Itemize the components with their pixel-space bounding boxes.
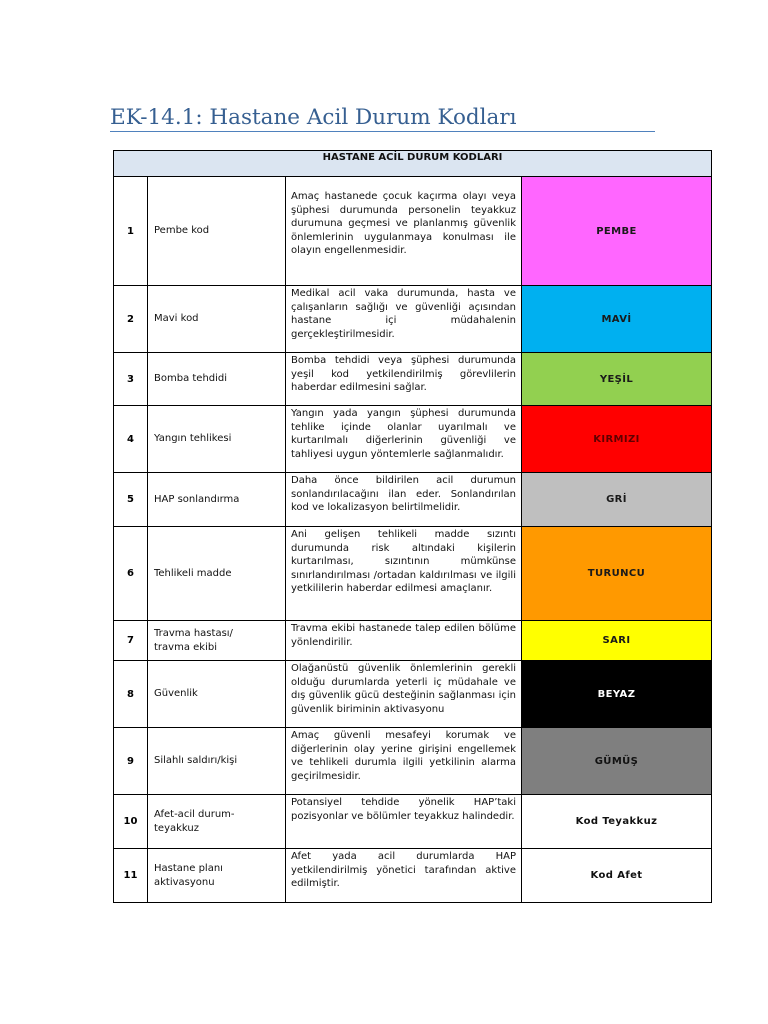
code-number: 10 [114,795,148,849]
code-description: Ani gelişen tehlikeli madde sızıntı durumunda risk altındaki kişilerin kurtarılması, sızıntının mümkünse sınırlandırılması /ortadan kaldırılması ve ilgili yetkililerin haberdar edilmesi amaçlanır. [286,527,522,621]
code-name: Silahlı saldırı/kişi [148,728,286,795]
code-color-swatch [522,286,712,353]
code-number: 4 [114,406,148,473]
page-title: EK-14.1: Hastane Acil Durum Kodları [110,105,517,130]
code-color-swatch [522,177,712,286]
code-description: Amaç hastanede çocuk kaçırma olayı veya şüphesi durumunda personelin teyakkuz durumuna geçmesi ve planlanmış güvenlik önlemlerinin uygulanmaya konulması ile olayın engellenmesidir. [286,177,522,286]
code-description: Bomba tehdidi veya şüphesi durumunda yeşil kod yetkilendirilmiş görevlilerin haberdar edilmesini sağlar. [286,353,522,406]
code-number: 5 [114,473,148,527]
code-color-label: TURUNCU [587,568,646,579]
code-color-label: PEMBE [596,225,637,237]
code-color-swatch [522,661,712,728]
code-description: Amaç güvenli mesafeyi korumak ve diğerlerinin olay yerine girişini engellemek ve tehlikeli durumla ilgili yetkilinin alarma geçirilmesidir. [286,728,522,795]
code-color-swatch [522,353,712,406]
code-number: 6 [114,527,148,621]
code-description: Afet yada acil durumlarda HAP yetkilendirilmiş yönetici tarafından aktive edilmiştir. [286,849,522,903]
code-description: Daha önce bildirilen acil durumun sonlandırılacağını ilan eder. Sonlandırılan kod ve lokalizasyon belirtilmelidir. [286,473,522,527]
table-row [114,353,712,406]
code-description: Yangın yada yangın şüphesi durumunda tehlike içinde olanlar uyarılmalı ve kurtarılmalı diğerlerinin güvenliği ve tahliyesi uygun yöntemlerle sağlanmalıdır. [286,406,522,473]
code-color-swatch [522,849,712,903]
code-color-label: Kod Afet [590,870,643,881]
code-color-label: YEŞİL [599,373,634,385]
code-name: Pembe kod [148,177,286,286]
title-underline [110,131,655,132]
code-description: Olağanüstü güvenlik önlemlerinin gerekli olduğu durumlarda yeterli iç müdahale ve dış güvenlik gücü desteğinin sağlanması için güvenlik biriminin aktivasyonu [286,661,522,728]
code-description: Potansiyel tehdide yönelik HAP’taki pozisyonlar ve bölümler teyakkuz halindedir. [286,795,522,849]
code-color-label: GRİ [606,494,627,505]
code-color-swatch [522,406,712,473]
table-header-row [114,151,712,177]
code-color-label: Kod Teyakkuz [575,816,658,827]
table-row [114,527,712,621]
code-color-swatch [522,621,712,661]
emergency-codes-table [113,150,712,903]
code-name: Hastane planı aktivasyonu [148,849,286,903]
table-row [114,795,712,849]
code-color-swatch [522,728,712,795]
code-number: 7 [114,621,148,661]
code-name: Güvenlik [148,661,286,728]
code-name: Bomba tehdidi [148,353,286,406]
code-color-label: BEYAZ [597,688,636,700]
code-number: 8 [114,661,148,728]
code-number: 2 [114,286,148,353]
code-name: Yangın tehlikesi [148,406,286,473]
table-row [114,661,712,728]
code-name: Afet-acil durum-teyakkuz [148,795,286,849]
code-color-swatch [522,473,712,527]
code-number: 9 [114,728,148,795]
code-name: Travma hastası/ travma ekibi [148,621,286,661]
code-color-label: GÜMÜŞ [594,755,639,767]
code-number: 11 [114,849,148,903]
table-row [114,406,712,473]
code-name: Tehlikeli madde [148,527,286,621]
table-row [114,621,712,661]
code-number: 3 [114,353,148,406]
table-row [114,849,712,903]
code-name: HAP sonlandırma [148,473,286,527]
table-row [114,473,712,527]
code-name: Mavi kod [148,286,286,353]
code-color-label: SARI [602,635,631,646]
table-row [114,728,712,795]
table-header: HASTANE ACİL DURUM KODLARI [114,151,712,177]
code-color-label: KIRMIZI [593,433,640,445]
code-description: Travma ekibi hastanede talep edilen bölüme yönlendirilir. [286,621,522,661]
code-color-swatch [522,527,712,621]
code-color-swatch [522,795,712,849]
code-color-label: MAVİ [601,313,632,325]
table-row [114,286,712,353]
table-row [114,177,712,286]
code-description: Medikal acil vaka durumunda, hasta ve çalışanların sağlığı ve güvenliği açısından hastane içi müdahalenin gerçekleştirilmesidir. [286,286,522,353]
code-number: 1 [114,177,148,286]
